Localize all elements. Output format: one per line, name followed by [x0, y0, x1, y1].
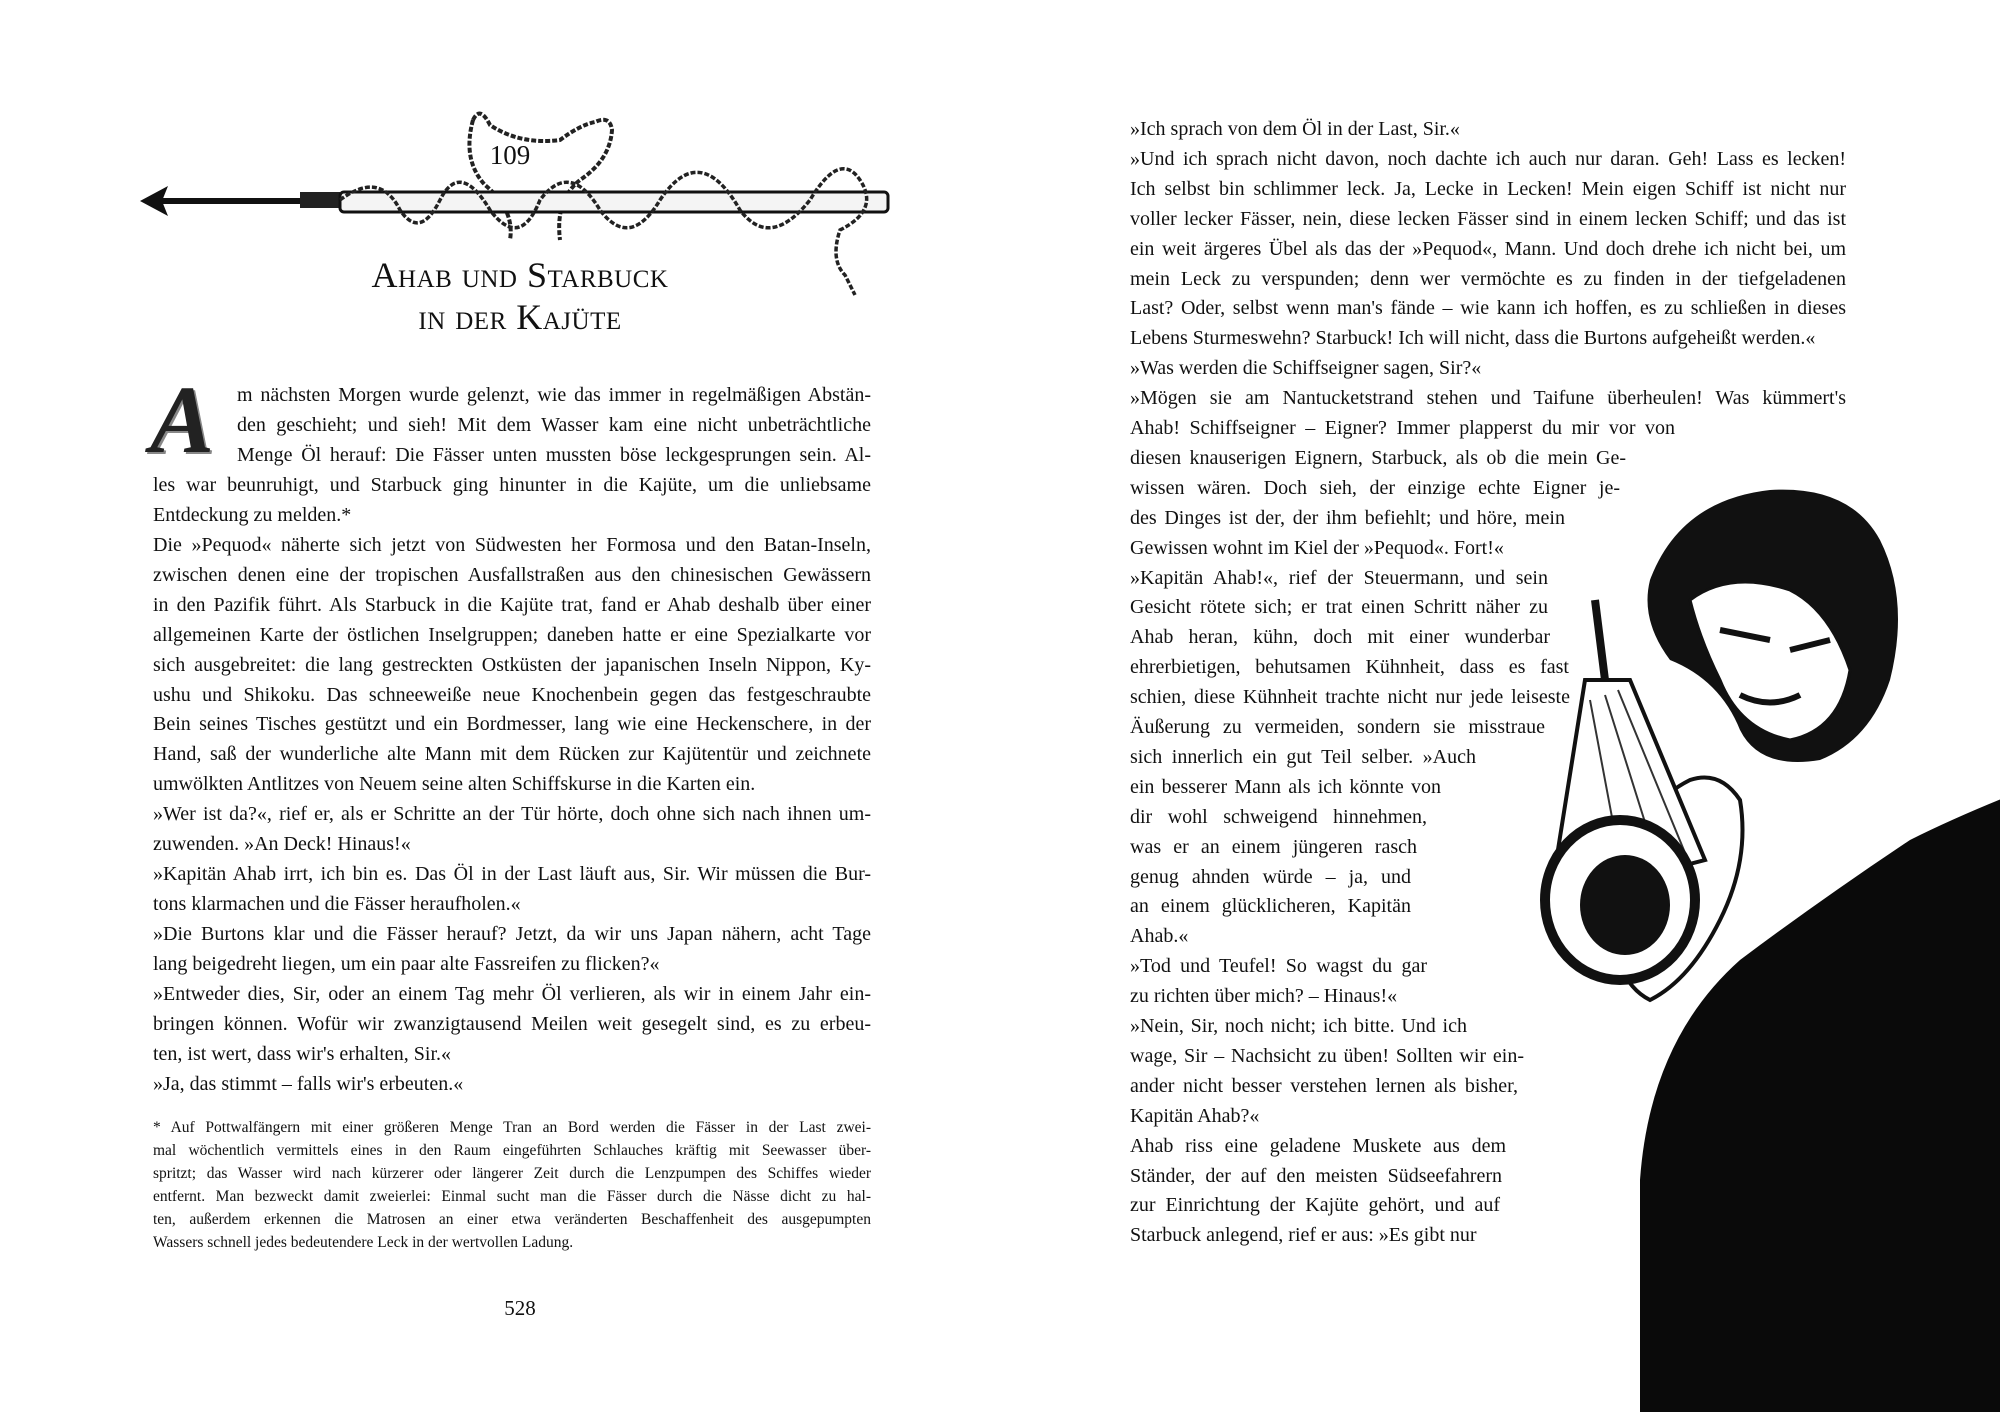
text-line: ushu und Shikoku. Das schneeweiße neue Knochenbein gegen das festgeschraubte — [153, 683, 871, 706]
text-line: ehrerbietigen, behutsamen Kühnheit, dass es fast — [1130, 656, 1569, 679]
text-line: lang beigedreht liegen, um ein paar alte Fassreifen zu flicken?« — [153, 953, 660, 976]
footnote-line: mal wöchentlich vermittels eines in den Raum eingeführten Schlauches kräftig mit Seewasser über- — [153, 1142, 871, 1159]
text-line: »Kapitän Ahab!«, rief der Steuermann, und sein — [1130, 566, 1548, 589]
text-line: genug ahnden würde – ja, und — [1130, 865, 1411, 888]
text-line: »Ich sprach von dem Öl in der Last, Sir.« — [1130, 118, 1460, 140]
text-line: Hand, saß der wunderliche alte Mann mit dem Rücken zur Kajütentür und zeichnete — [153, 743, 871, 766]
text-line: ein weit ärgeres Übel als das der »Pequod«, Mann. Und doch drehe ich nicht bei, um — [1130, 237, 1846, 260]
text-line: Ahab heran, kühn, doch mit einer wunderbar — [1130, 626, 1550, 649]
text-line: Menge Öl herauf: Die Fässer unten mussten böse leckgesprungen sein. Al- — [237, 443, 871, 466]
page-number: 528 — [504, 1296, 536, 1320]
text-line: m nächsten Morgen wurde gelenzt, wie das immer in regelmäßigen Abstän- — [237, 384, 871, 406]
chapter-title-line: in der Kajüte — [418, 297, 622, 337]
text-line: »Tod und Teufel! So wagst du gar — [1130, 955, 1427, 978]
text-line: zur Einrichtung der Kajüte gehört, und auf — [1130, 1194, 1500, 1217]
text-line: »Ja, das stimmt – falls wir's erbeuten.« — [153, 1072, 464, 1095]
text-line: Gesicht rötete sich; er trat einen Schritt näher zu — [1130, 596, 1548, 619]
text-line: wage, Sir – Nachsicht zu üben! Sollten wir ein- — [1130, 1044, 1524, 1067]
text-line: des Dinges ist der, der ihm befiehlt; und höre, mein — [1130, 506, 1565, 529]
text-line: sich innerlich ein gut Teil selber. »Auch — [1130, 745, 1476, 768]
text-line: dir wohl schweigend hinnehmen, — [1130, 805, 1427, 828]
drop-cap: A — [150, 366, 215, 473]
text-line: Ahab! Schiffseigner – Eigner? Immer plapperst du mir vor von — [1130, 417, 1675, 439]
text-line: »Wer ist da?«, rief er, als er Schritte an der Tür hörte, doch ohne sich nach ihnen um- — [153, 803, 871, 826]
text-line: was er an einem jüngeren rasch — [1130, 835, 1417, 858]
text-line: Kapitän Ahab?« — [1130, 1104, 1260, 1127]
text-line: umwölkten Antlitzes von Neuem seine alten Schiffskurse in die Karten ein. — [153, 773, 756, 796]
text-line: allgemeinen Karte der östlichen Inselgruppen; daneben hatte er eine Spezialkarte vor — [153, 623, 871, 646]
text-line: Die »Pequod« näherte sich jetzt von Südwesten her Formosa und den Batan-Inseln, — [153, 533, 871, 556]
text-line: zwischen denen eine der tropischen Ausfallstraßen aus den chinesischen Gewässern — [153, 563, 871, 586]
text-line: voller lecker Fässer, nein, diese lecken Fässer sind in einem lecken Schiff; und das ist — [1130, 207, 1846, 230]
text-line: an einem glücklicheren, Kapitän — [1130, 895, 1411, 918]
text-line: »Mögen sie am Nantucketstrand stehen und Taifune überheulen! Was kümmert's — [1130, 387, 1846, 410]
text-line: Gewissen wohnt im Kiel der »Pequod«. Fort!« — [1130, 536, 1504, 559]
text-line: les war beunruhigt, und Starbuck ging hinunter in die Kajüte, um die unliebsame — [153, 473, 871, 496]
chapter-title-line: Ahab und Starbuck — [371, 255, 669, 295]
text-line: Ständer, der auf den meisten Südseefahrern — [1130, 1164, 1502, 1187]
footnote-line: * Auf Pottwalfängern mit einer größeren Menge Tran an Bord werden die Fässer in der Last zwei- — [153, 1119, 871, 1136]
text-line: zu richten über mich? – Hinaus!« — [1130, 985, 1398, 1008]
text-line: »Entweder dies, Sir, oder an einem Tag mehr Öl verlieren, als wir in einem Jahr ein- — [153, 983, 871, 1005]
footnote-line: entfernt. Man bezweckt damit zweierlei: Einmal sucht man die Fässer durch die Nässe dicht zu hal- — [153, 1188, 871, 1205]
text-line: Ahab riss eine geladene Muskete aus dem — [1130, 1134, 1506, 1157]
text-line: Ich selbst bin schlimmer leck. Ja, Lecke in Lecken! Mein eigen Schiff ist nicht nur — [1130, 177, 1846, 200]
chapter-number: 109 — [489, 140, 531, 170]
text-line: Lebens Sturmeswehn? Starbuck! Ich will nicht, dass die Burtons aufgeheißt werden.« — [1130, 327, 1816, 350]
text-line: in den Pazifik führt. Als Starbuck in die Kajüte trat, fand er Ahab deshalb über einer — [153, 593, 871, 616]
text-line: »Die Burtons klar und die Fässer herauf? Jetzt, da wir uns Japan nähern, acht Tage — [153, 923, 871, 946]
text-line: Ahab.« — [1130, 925, 1189, 948]
footnote-line: Wassers schnell jedes bedeutendere Leck in der wertvollen Ladung. — [153, 1234, 574, 1251]
text-line: Starbuck anlegend, rief er aus: »Es gibt nur — [1130, 1224, 1477, 1247]
text-line: den geschieht; und sieh! Mit dem Wasser kam eine nicht unbeträchtliche — [237, 413, 871, 436]
footnote-line: ten, außerdem erkennen die Matrosen an einer etwa veränderten Beschaffenheit des ausgepumpten — [153, 1211, 871, 1228]
text-line: »Nein, Sir, noch nicht; ich bitte. Und ich — [1130, 1015, 1467, 1037]
text-line: Entdeckung zu melden.* — [153, 503, 352, 526]
text-line: ten, ist wert, dass wir's erhalten, Sir.« — [153, 1042, 451, 1065]
text-line: schien, diese Kühnheit trachte nicht nur jede leiseste — [1130, 686, 1570, 709]
text-line: mein Leck zu verspunden; denn wer vermöchte es zu finden in der tiefgeladenen — [1130, 267, 1846, 290]
footnote-line: spritzt; das Wasser wird nach kürzerer oder längerer Zeit durch die Lenzpumpen des Schiffes wieder — [153, 1165, 871, 1182]
text-line: wissen wären. Doch sieh, der einzige echte Eigner je- — [1130, 476, 1620, 499]
text-line: »Was werden die Schiffseigner sagen, Sir?« — [1130, 357, 1482, 380]
text-line: tons klarmachen und die Fässer heraufholen.« — [153, 893, 521, 916]
text-line: zuwenden. »An Deck! Hinaus!« — [153, 833, 411, 856]
text-line: bringen können. Wofür wir zwanzigtausend Meilen weit gesegelt sind, es zu erbeu- — [153, 1012, 871, 1035]
text-line: diesen knauserigen Eignern, Starbuck, als ob die mein Ge- — [1130, 446, 1626, 469]
text-line: »Und ich sprach nicht davon, noch dachte ich auch nur daran. Geh! Lass es lecken! — [1130, 147, 1846, 170]
ahab-musket-illustration — [1440, 480, 2000, 1412]
text-line: Last? Oder, selbst wenn man's fände – wie kann ich hoffen, es zu schließen in dieses — [1130, 297, 1846, 320]
text-line: ein besserer Mann als ich könnte von — [1130, 775, 1441, 798]
text-line: »Kapitän Ahab irrt, ich bin es. Das Öl in der Last läuft aus, Sir. Wir müssen die Bur- — [153, 863, 871, 886]
text-line: sich ausgebreitet: die lang gestreckten Ostküsten der japanischen Inseln Nippon, Ky- — [153, 653, 871, 676]
text-line: Äußerung zu vermeiden, sondern sie misstraue — [1130, 716, 1545, 738]
text-line: ander nicht besser verstehen lernen als bisher, — [1130, 1074, 1518, 1097]
text-line: Bein seines Tisches gestützt und ein Bordmesser, lang wie eine Heckenschere, in der — [153, 713, 871, 736]
